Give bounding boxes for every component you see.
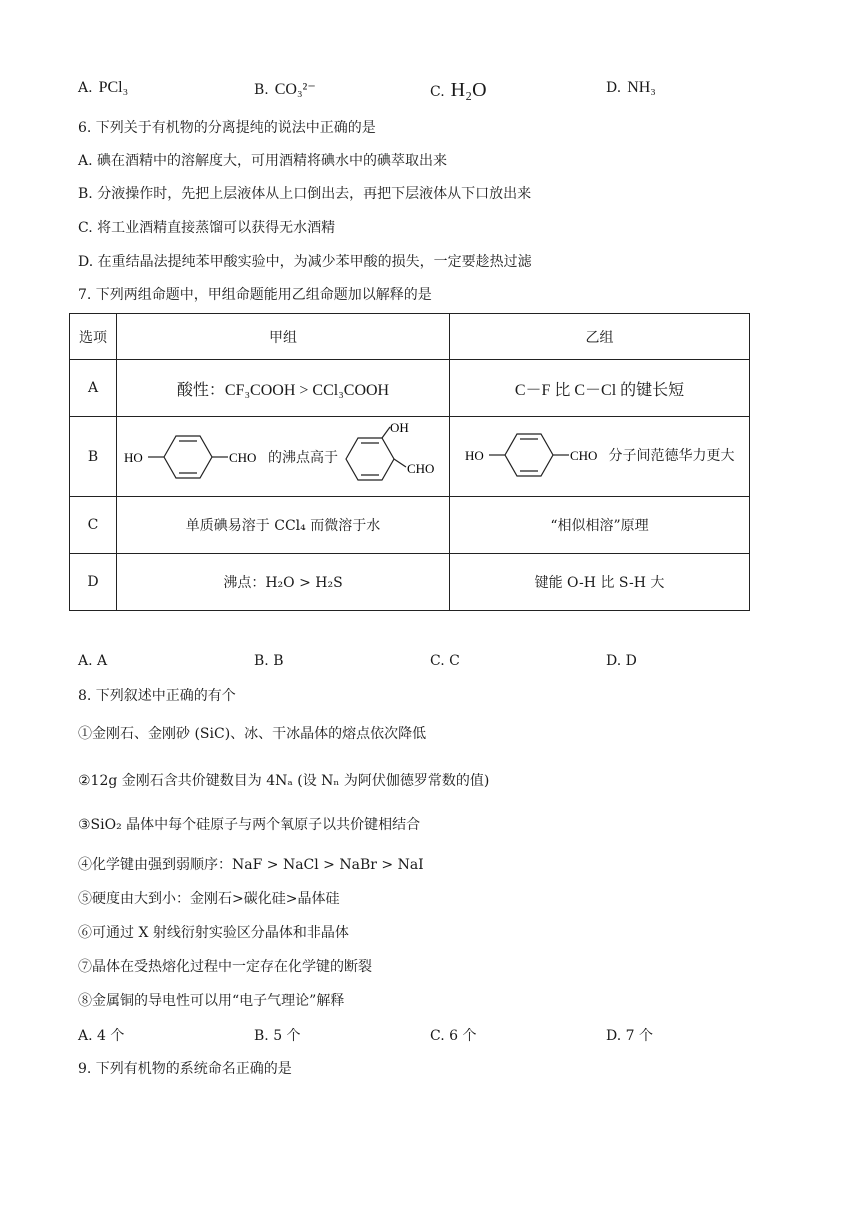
para-hydroxybenzaldehyde-structure — [124, 432, 264, 482]
table-row — [70, 360, 750, 417]
row-jia-structures — [117, 417, 450, 497]
q8-item-1: ①金刚石、金刚砂 (SiC)、冰、干冰晶体的熔点依次降低 — [78, 726, 427, 742]
row-yi: “相似相溶”原理 — [450, 497, 750, 554]
q8-answer-a: A. 4 个 — [78, 1028, 125, 1044]
ortho-hydroxybenzaldehyde-structure — [342, 421, 442, 493]
q6-stem: 6. 下列关于有机物的分离提纯的说法中正确的是 — [78, 120, 376, 136]
q5-options — [78, 79, 778, 101]
header-yi: 乙组 — [450, 314, 750, 360]
q7-stem: 7. 下列两组命题中，甲组命题能用乙组命题加以解释的是 — [78, 287, 432, 303]
q7-answer-d: D. D — [606, 653, 637, 669]
q7-answer-a: A. A — [78, 653, 108, 669]
header-jia: 甲组 — [117, 314, 450, 360]
svg-text:OH: OH — [390, 420, 409, 435]
row-yi-structures — [450, 417, 750, 497]
q8-item-2: ②12g 金刚石含共价键数目为 4Nₐ (设 Nₙ 为阿伏伽德罗常数的值) — [78, 773, 490, 789]
q7-table — [69, 313, 750, 611]
q5-option-b: B. CO₃²⁻ — [254, 81, 316, 98]
row-key: C — [70, 497, 117, 554]
q8-stem: 8. 下列叙述中正确的有个 — [78, 688, 236, 704]
row-jia-text: 的沸点高于 — [268, 449, 338, 466]
q8-answers — [78, 1025, 778, 1047]
q5-option-d: D. NH₃ — [606, 79, 656, 96]
row-yi: C－F 比 C－Cl 的键长短 — [450, 360, 750, 417]
q8-answer-b: B. 5 个 — [254, 1028, 301, 1044]
table-header-row — [70, 314, 750, 360]
table-row — [70, 417, 750, 497]
svg-text:HO: HO — [124, 449, 143, 465]
para-hydroxybenzaldehyde-structure — [465, 430, 605, 480]
header-option: 选项 — [70, 314, 117, 360]
q7-answer-b: B. B — [254, 653, 284, 669]
row-key: A — [70, 360, 117, 417]
q8-item-7: ⑦晶体在受热熔化过程中一定存在化学键的断裂 — [78, 959, 372, 975]
q8-item-6: ⑥可通过 X 射线衍射实验区分晶体和非晶体 — [78, 925, 349, 941]
table-row — [70, 554, 750, 611]
row-yi: 键能 O-H 比 S-H 大 — [450, 554, 750, 611]
q6-option-c: C. 将工业酒精直接蒸馏可以获得无水酒精 — [78, 220, 336, 236]
row-key: B — [70, 417, 117, 497]
row-jia: 单质碘易溶于 CCl₄ 而微溶于水 — [117, 497, 450, 554]
table-row — [70, 497, 750, 554]
q6-option-b: B. 分液操作时，先把上层液体从上口倒出去，再把下层液体从下口放出来 — [78, 186, 532, 202]
q7-answer-c: C. C — [430, 653, 460, 669]
row-yi-text: 分子间范德华力更大 — [608, 447, 735, 464]
row-key: D — [70, 554, 117, 611]
q8-answer-d: D. 7 个 — [606, 1028, 653, 1044]
svg-text:CHO: CHO — [229, 449, 257, 465]
q6-option-d: D. 在重结晶法提纯苯甲酸实验中，为减少苯甲酸的损失，一定要趁热过滤 — [78, 254, 532, 270]
q5-option-a: A. PCl₃ — [78, 79, 129, 96]
q7-answers — [78, 653, 778, 675]
q8-item-8: ⑧金属铜的导电性可以用“电子气理论”解释 — [78, 993, 345, 1009]
q8-item-3: ③SiO₂ 晶体中每个硅原子与两个氧原子以共价键相结合 — [78, 817, 421, 833]
q6-option-a: A. 碘在酒精中的溶解度大，可用酒精将碘水中的碘萃取出来 — [78, 153, 448, 169]
q8-item-5: ⑤硬度由大到小：金刚石>碳化硅>晶体硅 — [78, 891, 340, 907]
q8-answer-c: C. 6 个 — [430, 1028, 477, 1044]
svg-text:CHO: CHO — [407, 460, 435, 476]
q5-option-c: C. H₂O — [430, 79, 487, 101]
q9-stem: 9. 下列有机物的系统命名正确的是 — [78, 1061, 292, 1077]
q8-item-4: ④化学键由强到弱顺序：NaF > NaCl > NaBr > NaI — [78, 857, 424, 873]
row-jia: 沸点：H₂O > H₂S — [117, 554, 450, 611]
row-jia: 酸性：CF₃COOH > CCl₃COOH — [117, 360, 450, 417]
svg-text:HO: HO — [464, 447, 484, 463]
svg-text:CHO: CHO — [569, 447, 597, 463]
